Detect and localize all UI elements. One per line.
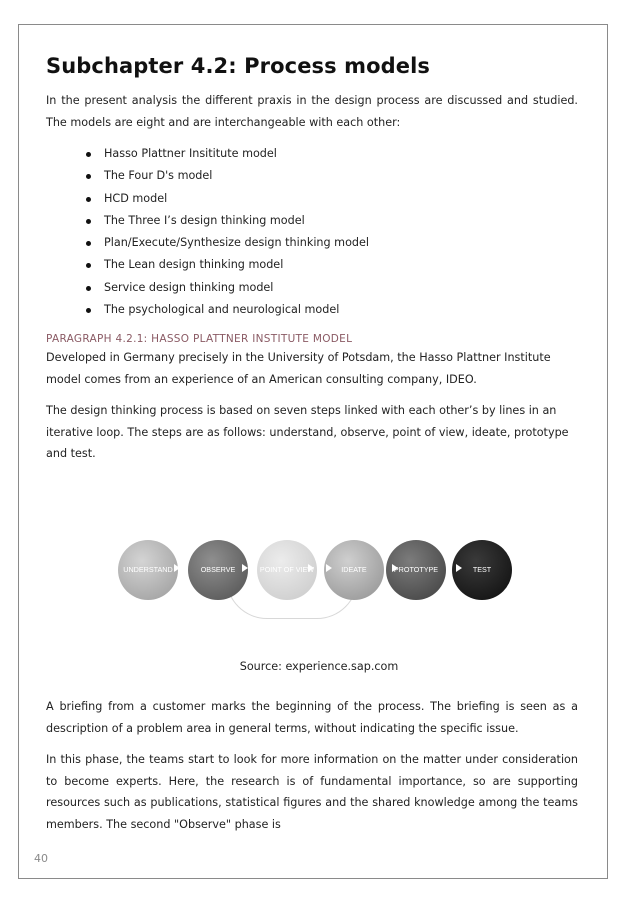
step-observe: OBSERVE: [188, 540, 248, 600]
step-ideate: IDEATE: [324, 540, 384, 600]
page-number: 40: [34, 852, 48, 865]
paragraph-developed: Developed in Germany precisely in the University of Potsdam, the Hasso Plattner Institute model comes from an experience of an American consulting company, IDEO.: [46, 351, 551, 386]
arrow-right-icon: [174, 564, 180, 572]
arrow-right-icon: [456, 564, 462, 572]
list-item: The Three I’s design thinking model: [46, 210, 578, 232]
bullet-icon: [86, 174, 91, 179]
list-item: Plan/Execute/Synthesize design thinking model: [46, 232, 578, 254]
step-understand: UNDERSTAND: [118, 540, 178, 600]
list-item: The Lean design thinking model: [46, 254, 578, 276]
bullet-icon: [86, 241, 91, 246]
bullet-icon: [86, 219, 91, 224]
list-item: Service design thinking model: [46, 277, 578, 299]
list-item: The psychological and neurological model: [46, 299, 578, 321]
paragraph-phase: In this phase, the teams start to look for more information on the matter under consideration to become experts. Here, the research is of fundamental importance, so are supporting resources such as publications, statistical figures and the shared knowledge among the teams members. The second "Observe" phase is: [46, 753, 578, 831]
paragraph-briefing: A briefing from a customer marks the beginning of the process. The briefing is seen as a description of a problem area in general terms, without indicating the specific issue.: [46, 700, 578, 735]
bullet-icon: [86, 197, 91, 202]
subchapter-title: Subchapter 4.2: Process models: [46, 54, 431, 78]
list-item: Hasso Plattner Insititute model: [46, 143, 578, 165]
list-item: HCD model: [46, 188, 578, 210]
main-content: [46, 54, 578, 465]
bullet-icon: [86, 308, 91, 313]
arrow-right-icon: [326, 564, 332, 572]
paragraph-heading: PARAGRAPH 4.2.1: HASSO PLATTNER INSTITUTE MODEL: [46, 333, 353, 346]
step-prototype: PROTOTYPE: [386, 540, 446, 600]
design-thinking-diagram: [118, 532, 518, 622]
figure-source: Source: experience.sap.com: [239, 660, 399, 673]
models-list: [46, 143, 578, 321]
arrow-right-icon: [308, 564, 314, 572]
arrow-right-icon: [392, 564, 398, 572]
bullet-icon: [86, 152, 91, 157]
step-test: TEST: [452, 540, 512, 600]
arrow-right-icon: [242, 564, 248, 572]
bullet-icon: [86, 286, 91, 291]
bullet-icon: [86, 263, 91, 268]
step-point-of-view: POINT OF VIEW: [257, 540, 317, 600]
intro-paragraph: In the present analysis the different praxis in the design process are discussed and studied. The models are eight and are interchangeable with each other:: [46, 94, 578, 129]
lower-content: [46, 696, 578, 835]
list-item: The Four D's model: [46, 165, 578, 187]
paragraph-steps: The design thinking process is based on seven steps linked with each other’s by lines in an iterative loop. The steps are as follows: understand, observe, point of view, ideate, prototype and test.: [46, 404, 569, 461]
